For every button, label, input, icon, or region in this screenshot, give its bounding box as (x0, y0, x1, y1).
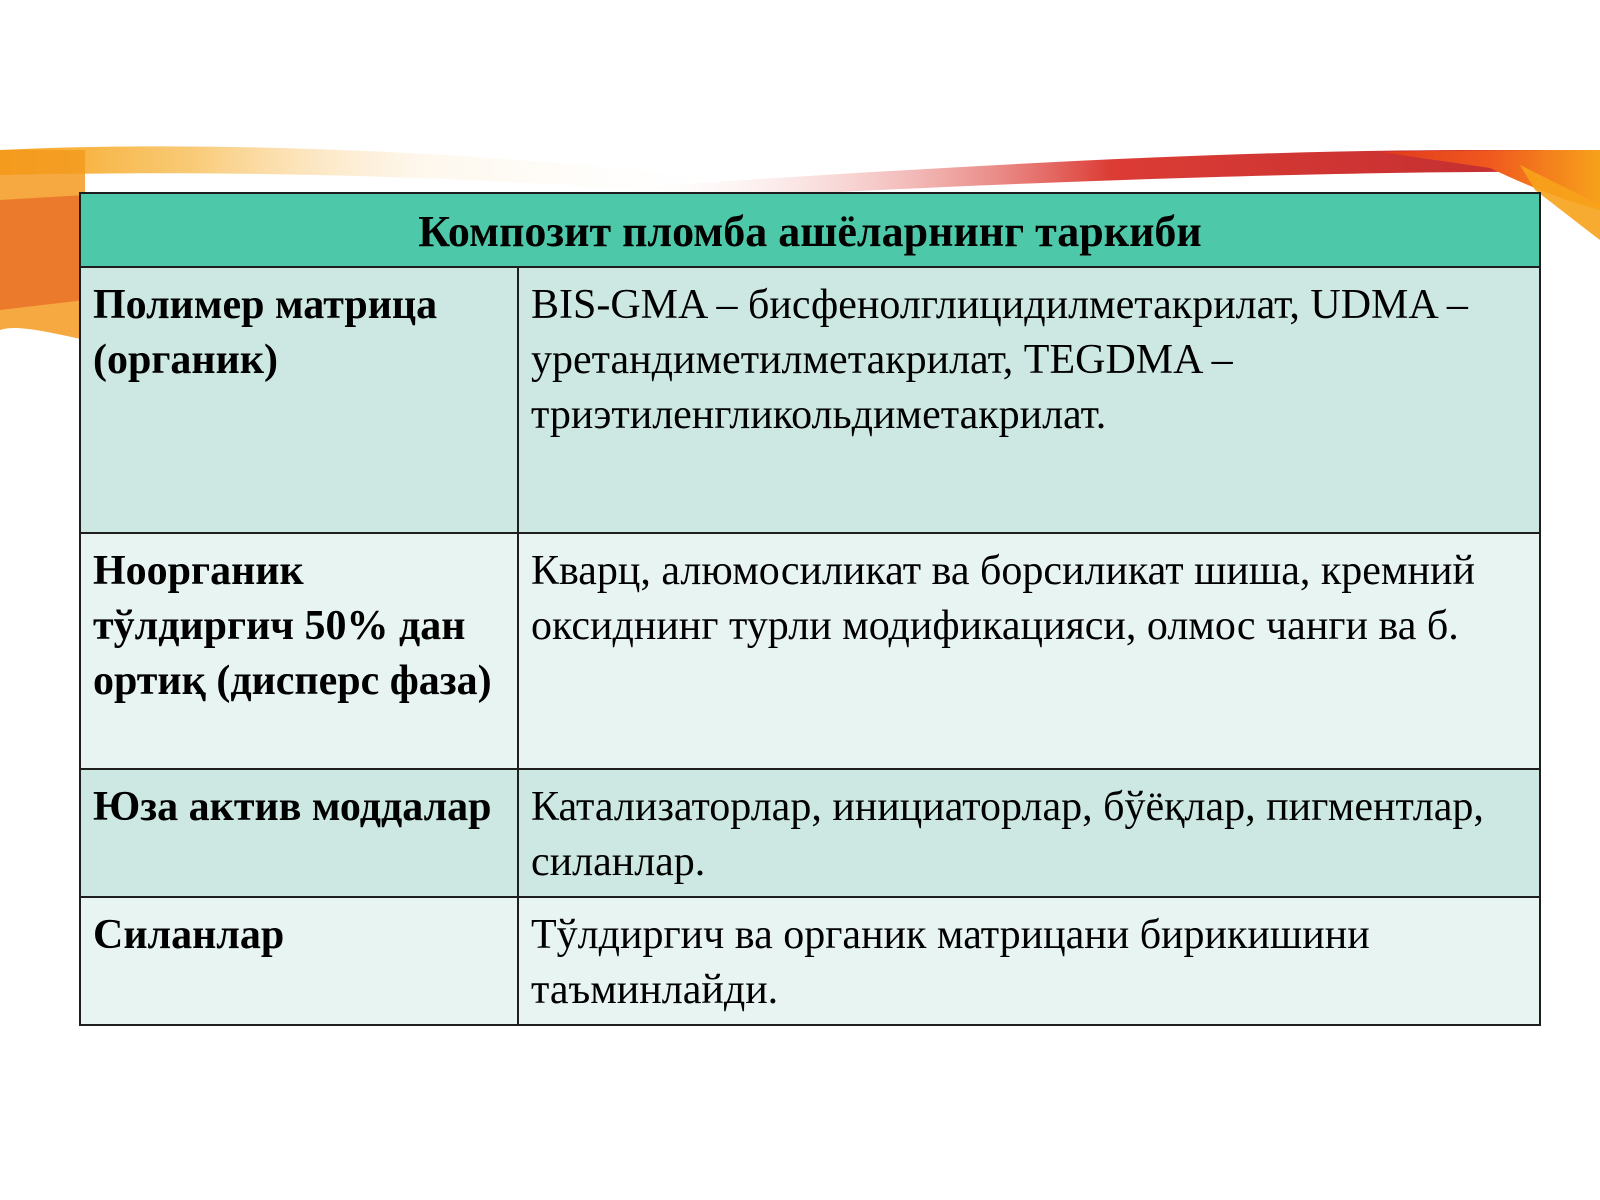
table-row (80, 267, 1540, 533)
row-value: BIS-GMA – бисфенолглицидилметакрилат, UDMA – уретандиметилметакрилат, TEGDMA – триэтиленгликольдиметакрилат. (518, 267, 1540, 533)
table-row (80, 533, 1540, 769)
table-title: Композит пломба ашёларнинг таркиби (80, 193, 1540, 267)
table-row (80, 769, 1540, 897)
composition-table (79, 192, 1541, 1026)
row-value: Кварц, алюмосиликат ва борсиликат шиша, кремний оксиднинг турли модификацияси, олмос чанги ва б. (518, 533, 1540, 769)
row-label: Полимер матрица (органик) (80, 267, 518, 533)
row-value: Тўлдиргич ва органик матрицани бирикишини таъминлайди. (518, 897, 1540, 1025)
table-header-row (80, 193, 1540, 267)
table-row (80, 897, 1540, 1025)
composition-table-container (79, 192, 1539, 1026)
row-label: Ноорганик тўлдиргич 50% дан ортиқ (дисперс фаза) (80, 533, 518, 769)
row-label: Юза актив моддалар (80, 769, 518, 897)
row-value: Катализаторлар, инициаторлар, бўёқлар, пигментлар, силанлар. (518, 769, 1540, 897)
row-label: Силанлар (80, 897, 518, 1025)
